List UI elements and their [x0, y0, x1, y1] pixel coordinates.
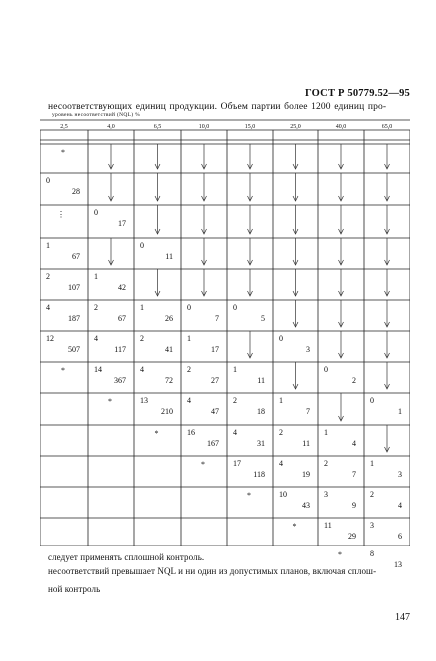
table-cell	[88, 205, 134, 238]
table-cell	[88, 173, 134, 205]
down-arrow-icon	[318, 331, 364, 362]
sample-size: 17	[211, 345, 219, 354]
table-cell	[88, 269, 134, 300]
sample-size: 507	[68, 345, 80, 354]
table-cell	[318, 393, 364, 425]
column-header: 15,0	[244, 124, 256, 130]
table-cell	[40, 144, 88, 173]
table-cell	[273, 518, 318, 546]
down-arrow-icon	[181, 269, 227, 300]
down-arrow-icon	[364, 173, 410, 205]
table-cell	[318, 173, 364, 205]
acceptance-number: 1	[233, 365, 237, 374]
column-header: 65,0	[381, 124, 393, 130]
sample-size: 118	[253, 470, 265, 479]
acceptance-number: 4	[187, 396, 191, 405]
down-arrow-icon	[364, 269, 410, 300]
table-cell	[88, 300, 134, 331]
sample-size: 27	[211, 376, 219, 385]
down-arrow-icon	[181, 173, 227, 205]
acceptance-number: 3	[324, 490, 328, 499]
table-cell	[181, 487, 227, 518]
sample-size: 28	[72, 187, 80, 196]
acceptance-number: 11	[324, 521, 332, 530]
acceptance-number: 1	[279, 396, 283, 405]
table-cell	[273, 331, 318, 362]
table-cell	[88, 393, 134, 425]
table-cell	[134, 331, 181, 362]
table-cell	[364, 393, 410, 425]
down-arrow-icon	[318, 300, 364, 331]
footer-line-2: несоответствий превышает NQL и ни один из допустимых планов, включая сплош-	[48, 566, 377, 576]
table-cell	[318, 300, 364, 331]
table-cell	[273, 300, 318, 331]
acceptance-number: 2	[233, 396, 237, 405]
table-cell	[134, 269, 181, 300]
sample-size: 6	[398, 532, 402, 541]
dots-arrow: ⋮	[57, 210, 65, 219]
sample-size: 13	[394, 560, 402, 569]
acceptance-number: 0	[46, 176, 50, 185]
standard-header: ГОСТ Р 50779.52—95	[305, 88, 410, 99]
asterisk: *	[61, 148, 65, 157]
table-cell	[364, 238, 410, 269]
acceptance-number: 10	[279, 490, 287, 499]
asterisk: *	[247, 491, 251, 500]
table-cell	[227, 300, 273, 331]
table-cell	[181, 518, 227, 546]
acceptance-number: 2	[187, 365, 191, 374]
acceptance-number: 1	[140, 303, 144, 312]
sample-size: 210	[161, 407, 173, 416]
acceptance-number: 4	[94, 334, 98, 343]
footer-line-1: следует применять сплошной контроль.	[48, 552, 205, 562]
table-cell	[273, 205, 318, 238]
acceptance-number: 4	[140, 365, 144, 374]
table-cell	[273, 393, 318, 425]
table-cell	[134, 393, 181, 425]
table-cell	[318, 238, 364, 269]
table-cell	[273, 362, 318, 393]
table-cell	[134, 238, 181, 269]
sample-size: 67	[72, 252, 80, 261]
acceptance-number: 4	[46, 303, 50, 312]
table-cell	[318, 144, 364, 173]
table-cell	[134, 518, 181, 546]
table-cell	[227, 362, 273, 393]
acceptance-number: 1	[324, 428, 328, 437]
table-cell	[134, 456, 181, 487]
sample-size: 2	[352, 376, 356, 385]
table-cell	[88, 362, 134, 393]
sample-size: 11	[257, 376, 265, 385]
table-cell	[181, 425, 227, 456]
down-arrow-icon	[227, 205, 273, 238]
down-arrow-icon	[181, 205, 227, 238]
acceptance-number: 0	[140, 241, 144, 250]
table-cell	[40, 173, 88, 205]
table-cell	[227, 331, 273, 362]
table-cell	[181, 331, 227, 362]
acceptance-number: 2	[94, 303, 98, 312]
table-cell	[227, 144, 273, 173]
table-cell	[181, 456, 227, 487]
sample-size: 26	[165, 314, 173, 323]
down-arrow-icon	[227, 331, 273, 362]
sample-size: 67	[118, 314, 126, 323]
table-cell	[273, 144, 318, 173]
table-cell	[40, 300, 88, 331]
down-arrow-icon	[181, 144, 227, 173]
sample-size: 4	[398, 501, 402, 510]
column-header: 2,5	[60, 124, 68, 130]
acceptance-number: 0	[187, 303, 191, 312]
table-cell	[318, 269, 364, 300]
table-cell	[273, 238, 318, 269]
acceptance-number: 8	[370, 549, 374, 558]
down-arrow-icon	[273, 144, 318, 173]
table-cell	[181, 238, 227, 269]
acceptance-number: 0	[324, 365, 328, 374]
down-arrow-icon	[227, 238, 273, 269]
acceptance-number: 0	[370, 396, 374, 405]
column-header: 10,0	[198, 124, 210, 130]
table-cell	[134, 362, 181, 393]
table-cell	[364, 456, 410, 487]
table-cell	[318, 205, 364, 238]
acceptance-number: 2	[46, 272, 50, 281]
table-cell	[364, 144, 410, 173]
down-arrow-icon	[227, 173, 273, 205]
table-cell	[181, 300, 227, 331]
sample-size: 19	[302, 470, 310, 479]
sample-size: 3	[306, 345, 310, 354]
down-arrow-icon	[318, 173, 364, 205]
down-arrow-icon	[88, 173, 134, 205]
table-cell	[181, 173, 227, 205]
table-cell	[134, 300, 181, 331]
down-arrow-icon	[364, 238, 410, 269]
table-cell	[40, 362, 88, 393]
acceptance-number: 2	[324, 459, 328, 468]
down-arrow-icon	[318, 144, 364, 173]
table-cell	[88, 456, 134, 487]
asterisk: *	[154, 429, 159, 438]
table-cell	[364, 425, 410, 456]
asterisk: *	[201, 460, 205, 469]
table-cell	[273, 425, 318, 456]
down-arrow-icon	[273, 269, 318, 300]
down-arrow-icon	[88, 144, 134, 173]
table-cell	[227, 205, 273, 238]
table-cell	[40, 331, 88, 362]
sample-size: 9	[352, 501, 356, 510]
table-cell	[364, 173, 410, 205]
sample-size: 17	[118, 219, 126, 228]
intro-text: несоответствующих единиц продукции. Объем партии более 1200 единиц про-	[48, 102, 387, 112]
table-cell	[134, 425, 181, 456]
down-arrow-icon	[364, 425, 410, 456]
acceptance-number: 17	[233, 459, 241, 468]
column-header: 40,0	[335, 124, 347, 130]
table-cell	[364, 331, 410, 362]
table-cell	[40, 393, 88, 425]
table-cell	[227, 173, 273, 205]
table-cell	[364, 300, 410, 331]
down-arrow-icon	[273, 362, 318, 393]
table-cell	[88, 487, 134, 518]
table-cell	[273, 269, 318, 300]
table-cell	[134, 487, 181, 518]
table-cell	[181, 393, 227, 425]
acceptance-number: 2	[140, 334, 144, 343]
acceptance-number: 2	[370, 490, 374, 499]
down-arrow-icon	[364, 205, 410, 238]
down-arrow-icon	[364, 331, 410, 362]
sample-size: 47	[211, 407, 219, 416]
down-arrow-icon	[273, 238, 318, 269]
table-cell	[88, 331, 134, 362]
sample-size: 5	[261, 314, 265, 323]
sample-size: 41	[165, 345, 173, 354]
table-cell	[364, 269, 410, 300]
page-number: 147	[395, 612, 410, 623]
table-caption: уровень несоответствий (NQL) %	[52, 112, 140, 118]
down-arrow-icon	[181, 238, 227, 269]
table-cell	[181, 144, 227, 173]
table-cell	[318, 487, 364, 518]
table-cell	[364, 518, 410, 546]
table-cell	[227, 487, 273, 518]
sample-size: 4	[352, 439, 356, 448]
sample-size: 187	[68, 314, 80, 323]
footer-line-3: ной контроль	[48, 584, 101, 594]
table-cell	[227, 425, 273, 456]
down-arrow-icon	[273, 205, 318, 238]
table-cell	[88, 518, 134, 546]
table-cell	[88, 238, 134, 269]
sample-size: 167	[207, 439, 219, 448]
down-arrow-icon	[134, 205, 181, 238]
down-arrow-icon	[318, 393, 364, 425]
sample-size: 31	[257, 439, 265, 448]
table-cell	[364, 487, 410, 518]
table-cell	[318, 331, 364, 362]
table-cell	[273, 487, 318, 518]
table-cell	[181, 205, 227, 238]
sample-size: 3	[398, 470, 402, 479]
table-cell	[40, 238, 88, 269]
sample-size: 367	[114, 376, 126, 385]
sample-size: 7	[352, 470, 356, 479]
table-cell	[181, 362, 227, 393]
table-cell	[364, 362, 410, 393]
down-arrow-icon	[318, 205, 364, 238]
asterisk: *	[338, 550, 342, 559]
acceptance-number: 0	[279, 334, 283, 343]
down-arrow-icon	[273, 300, 318, 331]
table-cell	[88, 425, 134, 456]
acceptance-number: 4	[279, 459, 283, 468]
table-cell	[227, 393, 273, 425]
table-cell	[40, 269, 88, 300]
sample-size: 7	[306, 407, 310, 416]
table-cell	[227, 238, 273, 269]
sample-size: 18	[257, 407, 265, 416]
acceptance-number: 16	[187, 428, 195, 437]
sample-size: 107	[68, 283, 80, 292]
sample-size: 29	[348, 532, 356, 541]
acceptance-number: 4	[233, 428, 237, 437]
acceptance-number: 12	[46, 334, 54, 343]
acceptance-number: 2	[279, 428, 283, 437]
down-arrow-icon	[364, 144, 410, 173]
sample-size: 11	[302, 439, 310, 448]
down-arrow-icon	[273, 173, 318, 205]
table-cell	[364, 205, 410, 238]
table-cell	[134, 144, 181, 173]
table-cell	[318, 425, 364, 456]
acceptance-number: 3	[370, 521, 374, 530]
down-arrow-icon	[88, 238, 134, 269]
table-cell	[134, 173, 181, 205]
table-cell	[134, 205, 181, 238]
table-cell	[318, 518, 364, 546]
table-cell	[227, 518, 273, 546]
down-arrow-icon	[318, 238, 364, 269]
asterisk: *	[292, 522, 297, 531]
sample-size: 42	[118, 283, 126, 292]
asterisk: *	[108, 397, 112, 406]
table-cell	[273, 456, 318, 487]
acceptance-number: 13	[140, 396, 148, 405]
table-cell	[40, 456, 88, 487]
table-cell	[273, 173, 318, 205]
down-arrow-icon	[227, 269, 273, 300]
sample-size: 43	[302, 501, 310, 510]
acceptance-number: 0	[94, 208, 98, 217]
acceptance-number: 1	[187, 334, 191, 343]
down-arrow-icon	[134, 173, 181, 205]
down-arrow-icon	[227, 144, 273, 173]
sample-size: 11	[165, 252, 173, 261]
table-cell	[181, 269, 227, 300]
table-cell	[318, 456, 364, 487]
table-cell	[40, 425, 88, 456]
column-header: 6,5	[153, 124, 162, 130]
sample-size: 117	[114, 345, 126, 354]
sample-size: 7	[215, 314, 219, 323]
column-header: 25,0	[290, 124, 301, 130]
table-cell	[40, 205, 88, 238]
acceptance-number: 0	[233, 303, 237, 312]
down-arrow-icon	[364, 300, 410, 331]
table-cell	[88, 144, 134, 173]
acceptance-number: 1	[94, 272, 98, 281]
asterisk: *	[61, 366, 65, 375]
table-cell	[318, 362, 364, 393]
table-cell	[40, 518, 88, 546]
table-cell	[40, 487, 88, 518]
acceptance-number: 1	[370, 459, 374, 468]
down-arrow-icon	[318, 269, 364, 300]
table-cell	[227, 269, 273, 300]
acceptance-number: 1	[46, 241, 50, 250]
acceptance-number: 14	[94, 365, 102, 374]
column-header: 4,0	[107, 124, 115, 130]
sample-size: 72	[165, 376, 173, 385]
sample-size: 1	[398, 407, 402, 416]
down-arrow-icon	[134, 269, 181, 300]
down-arrow-icon	[134, 144, 181, 173]
down-arrow-icon	[364, 362, 410, 393]
table-cell	[227, 456, 273, 487]
